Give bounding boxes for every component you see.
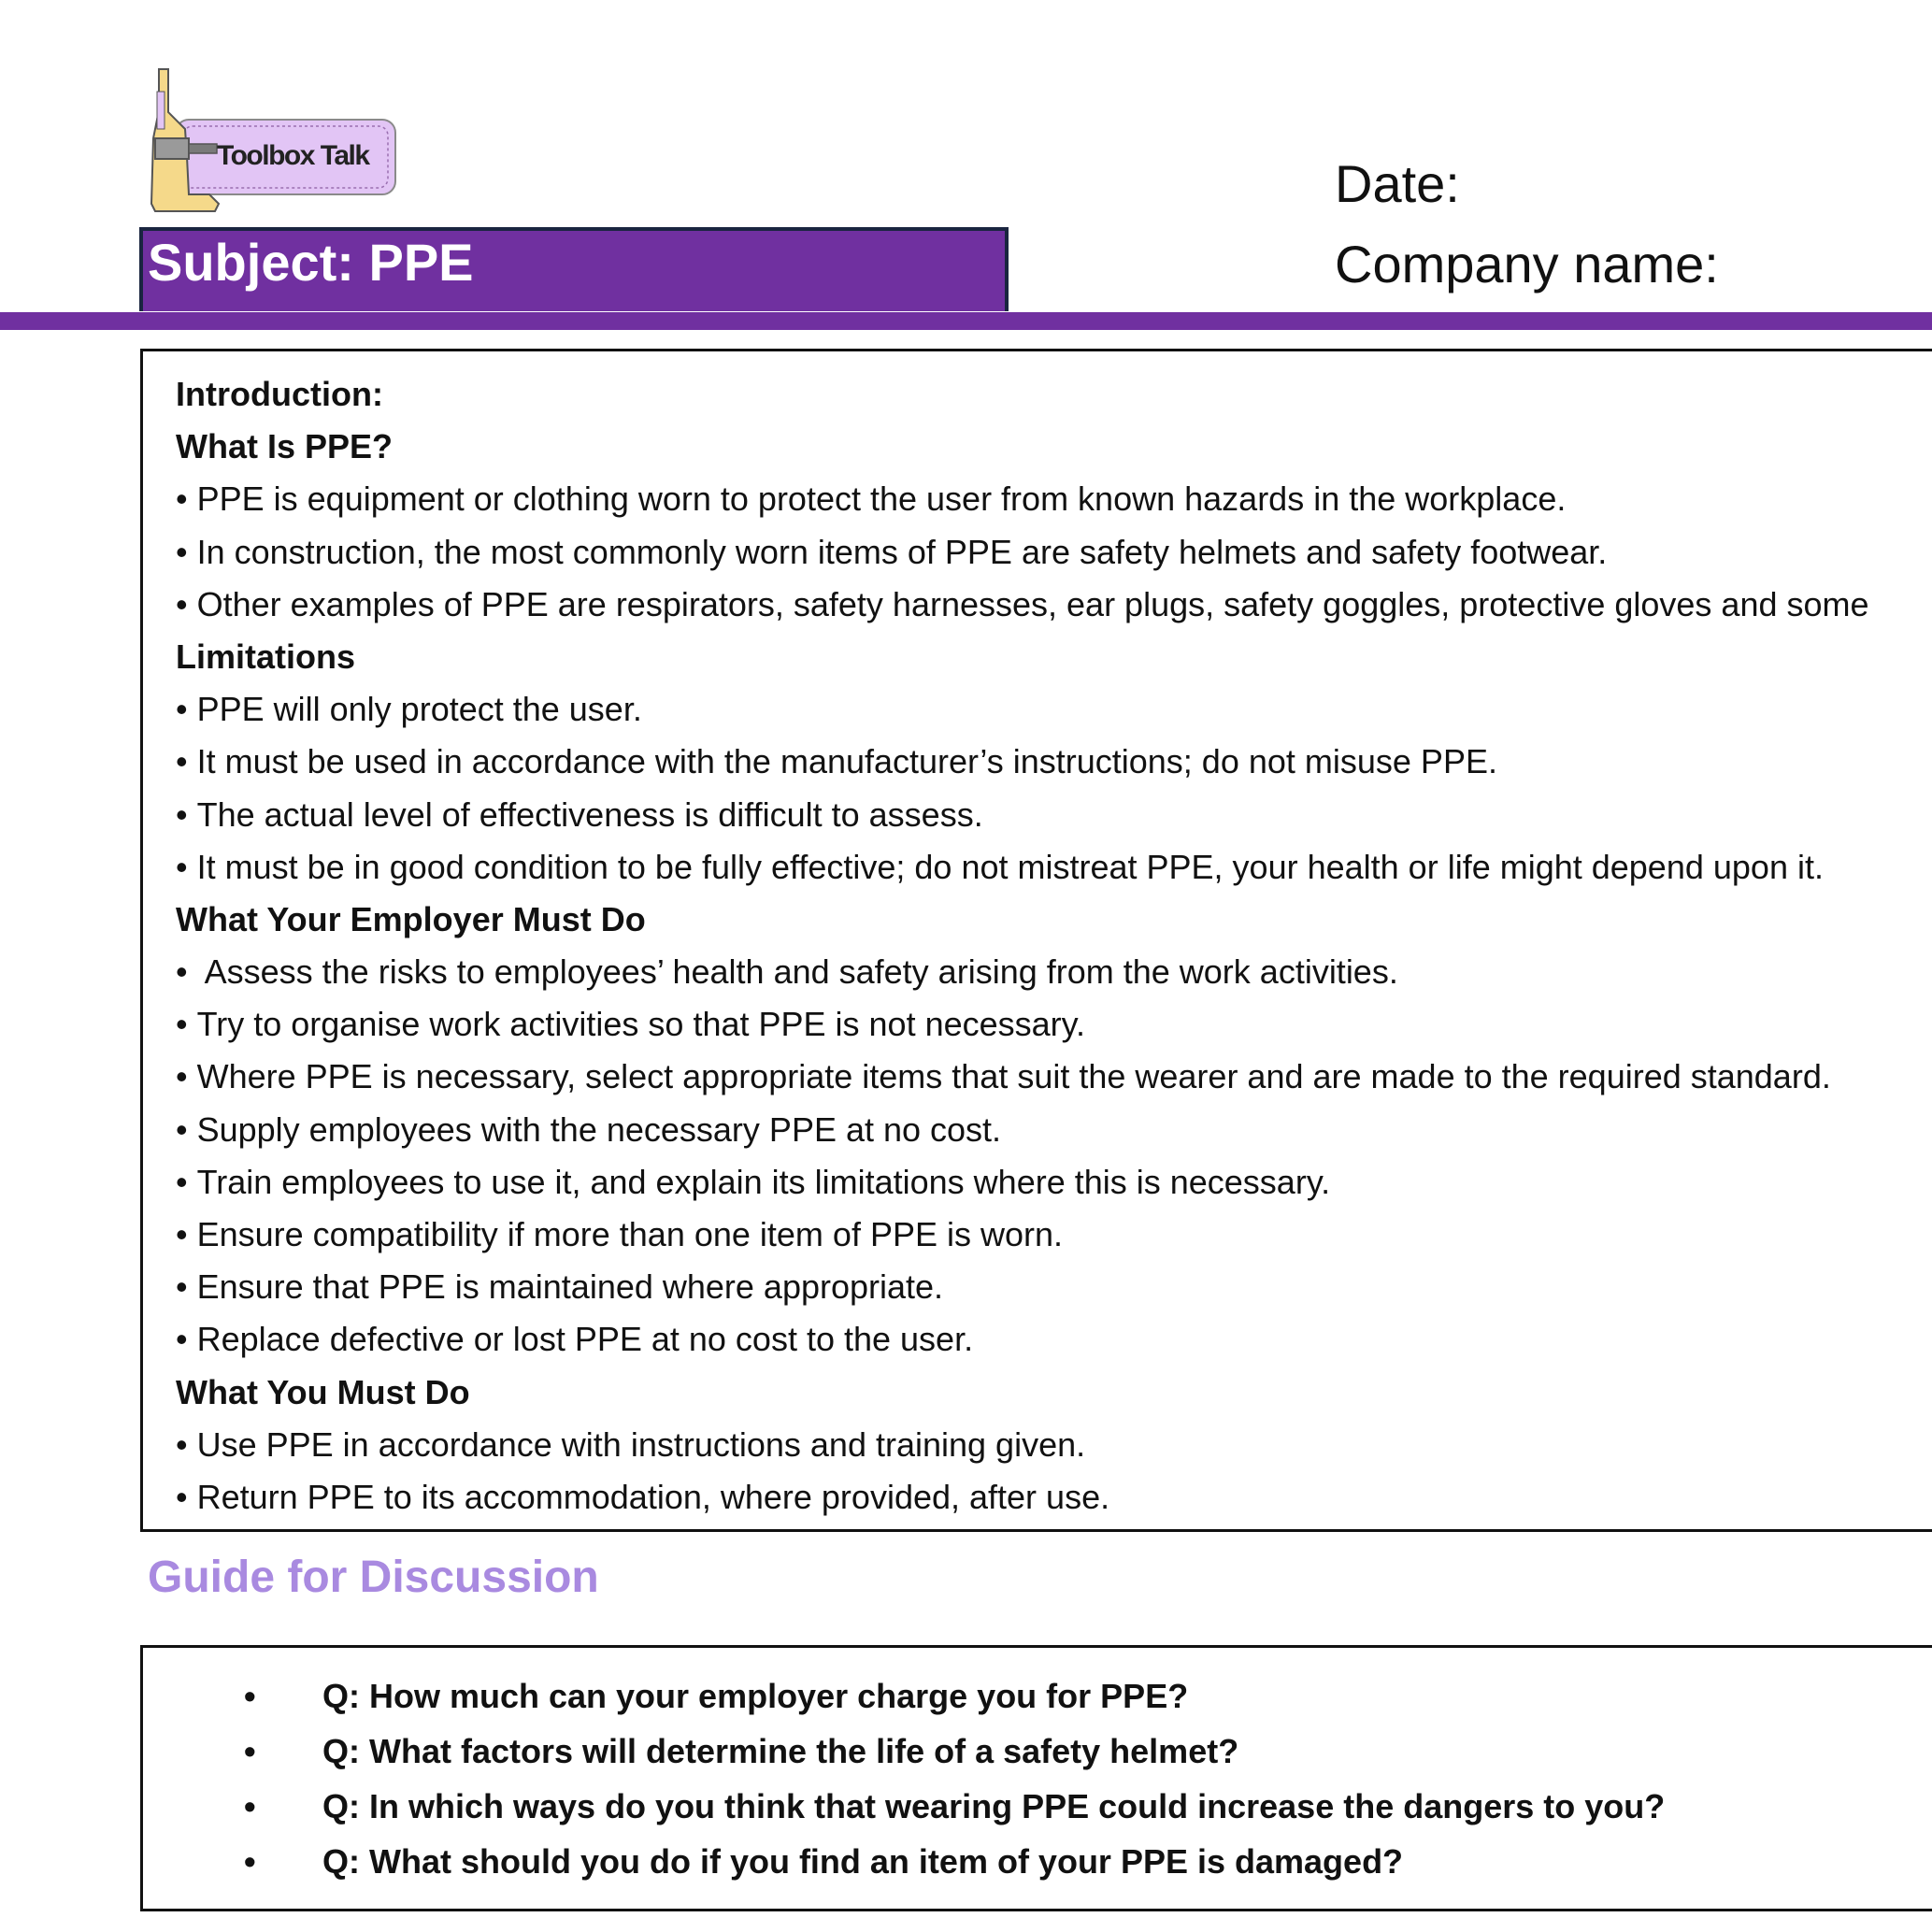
section-heading: Introduction: <box>176 375 383 413</box>
header-divider <box>0 312 1932 330</box>
guide-title: Guide for Discussion <box>148 1553 599 1602</box>
logo-text: Toolbox Talk <box>217 140 369 171</box>
section-heading: What Your Employer Must Do <box>176 899 646 938</box>
bullet-item: • In construction, the most commonly worn items of PPE are safety helmets and safety footwear. <box>176 526 1869 579</box>
company-name-label: Company name: <box>1335 235 1719 293</box>
section-heading: What Is PPE? <box>176 427 394 466</box>
questions-box <box>140 1645 1932 1911</box>
bullet-item: • Ensure compatibility if more than one item of PPE is worn. <box>176 1209 1869 1261</box>
question-list <box>143 1668 1932 1889</box>
question-bullet: • <box>244 1842 256 1881</box>
section-heading: Limitations <box>176 637 356 676</box>
discussion-question <box>143 1668 1932 1724</box>
bullet-item: • PPE will only protect the user. <box>176 683 1869 736</box>
bullet-item: • Where PPE is necessary, select appropriate items that suit the wearer and are made to the required standard. <box>176 1051 1869 1103</box>
bullet-item: • Supply employees with the necessary PPE at no cost. <box>176 1104 1869 1156</box>
discussion-question <box>143 1779 1932 1834</box>
discussion-question <box>143 1834 1932 1889</box>
question-text: Q: What should you do if you find an item of your PPE is damaged? <box>322 1842 1404 1881</box>
bullet-item: • It must be in good condition to be fully effective; do not mistreat PPE, your health or life might depend upon it. <box>176 841 1869 894</box>
question-text: Q: How much can your employer charge you for PPE? <box>322 1677 1189 1715</box>
content-box <box>140 349 1932 1532</box>
page-title: Subject: PPE <box>148 233 474 292</box>
question-bullet: • <box>244 1677 256 1715</box>
content-lines <box>176 368 1869 1524</box>
bullet-item: • Try to organise work activities so that PPE is not necessary. <box>176 998 1869 1051</box>
discussion-question <box>143 1724 1932 1779</box>
question-bullet: • <box>244 1787 256 1825</box>
question-text: Q: In which ways do you think that wearing PPE could increase the dangers to you? <box>322 1787 1666 1825</box>
bullet-item: • Other examples of PPE are respirators, safety harnesses, ear plugs, safety goggles, protective gloves and some <box>176 579 1869 631</box>
toolbox-talk-logo <box>148 64 400 213</box>
question-text: Q: What factors will determine the life of a safety helmet? <box>322 1732 1239 1770</box>
bullet-item: • Return PPE to its accommodation, where provided, after use. <box>176 1471 1869 1524</box>
bullet-item: • PPE is equipment or clothing worn to protect the user from known hazards in the workplace. <box>176 473 1869 525</box>
question-bullet: • <box>244 1732 256 1770</box>
bullet-item: • It must be used in accordance with the manufacturer’s instructions; do not misuse PPE. <box>176 736 1869 788</box>
date-label: Date: <box>1335 154 1460 213</box>
bullet-item: • The actual level of effectiveness is difficult to assess. <box>176 789 1869 841</box>
bullet-item: • Use PPE in accordance with instructions and training given. <box>176 1419 1869 1471</box>
bullet-item: • Ensure that PPE is maintained where appropriate. <box>176 1261 1869 1313</box>
section-heading: What You Must Do <box>176 1372 470 1411</box>
bullet-item: • Train employees to use it, and explain its limitations where this is necessary. <box>176 1156 1869 1209</box>
bullet-item: • Assess the risks to employees’ health and safety arising from the work activities. <box>176 946 1869 998</box>
bullet-item: • Replace defective or lost PPE at no cost to the user. <box>176 1313 1869 1366</box>
